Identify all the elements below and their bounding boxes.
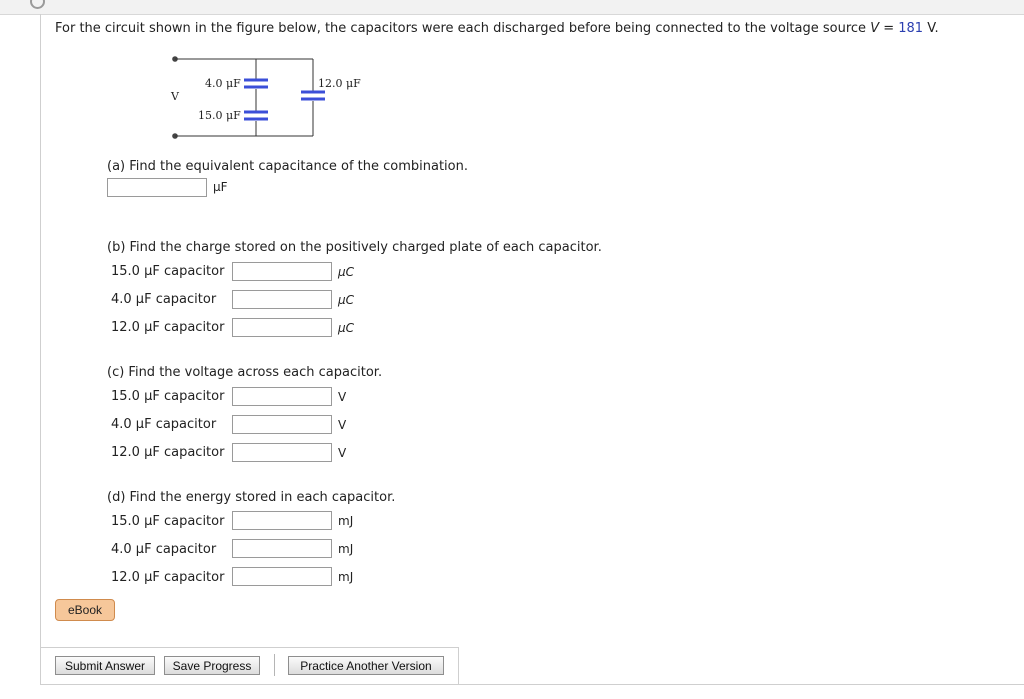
button-separator	[274, 654, 275, 676]
voltage-12uf-input[interactable]	[232, 443, 332, 462]
voltage-value: 181	[898, 21, 924, 36]
equals-sign: =	[879, 21, 899, 36]
practice-another-version-button[interactable]: Practice Another Version	[288, 656, 444, 675]
part-d-row-label-15uf: 15.0 μF capacitor	[111, 514, 225, 529]
part-b-unit-4uf: μC	[338, 293, 355, 307]
part-d-unit-4uf: mJ	[338, 542, 354, 556]
energy-15uf-input[interactable]	[232, 511, 332, 530]
part-c-unit-4uf: V	[338, 418, 347, 432]
part-a-question: (a) Find the equivalent capacitance of the combination.	[107, 159, 468, 174]
charge-15uf-input[interactable]	[232, 262, 332, 281]
charge-12uf-input[interactable]	[232, 318, 332, 337]
part-d-unit-12uf: mJ	[338, 570, 354, 584]
part-c-unit-15uf: V	[338, 390, 347, 404]
part-d-question: (d) Find the energy stored in each capacitor.	[107, 490, 396, 505]
part-a-unit: μF	[213, 180, 228, 194]
voltage-unit: V.	[923, 21, 939, 36]
part-b-unit-15uf: μC	[338, 265, 355, 279]
energy-4uf-input[interactable]	[232, 539, 332, 558]
refresh-icon	[30, 0, 45, 9]
part-c-question: (c) Find the voltage across each capacitor.	[107, 365, 383, 380]
capacitor-12uf-label: 12.0 μF	[318, 77, 361, 90]
voltage-variable: V	[870, 21, 880, 36]
part-b-question: (b) Find the charge stored on the positively charged plate of each capacitor.	[107, 240, 602, 255]
source-label: V	[171, 90, 179, 103]
charge-4uf-input[interactable]	[232, 290, 332, 309]
equivalent-capacitance-input[interactable]	[107, 178, 207, 197]
part-d-row-label-4uf: 4.0 μF capacitor	[111, 542, 217, 557]
part-d-unit-15uf: mJ	[338, 514, 354, 528]
statement-text: For the circuit shown in the figure below, the capacitors were each discharged before being connected to the voltage source	[55, 21, 871, 36]
part-c-row-label-12uf: 12.0 μF capacitor	[111, 445, 225, 460]
part-c-unit-12uf: V	[338, 446, 347, 460]
submit-answer-button[interactable]: Submit Answer	[55, 656, 155, 675]
part-b-row-label-4uf: 4.0 μF capacitor	[111, 292, 217, 307]
part-b-unit-12uf: μC	[338, 321, 355, 335]
energy-12uf-input[interactable]	[232, 567, 332, 586]
top-toolbar-strip	[0, 0, 1024, 15]
part-d-row-label-12uf: 12.0 μF capacitor	[111, 570, 225, 585]
save-progress-button[interactable]: Save Progress	[164, 656, 260, 675]
voltage-4uf-input[interactable]	[232, 415, 332, 434]
ebook-button[interactable]: eBook	[55, 599, 115, 621]
circuit-diagram	[150, 50, 380, 150]
capacitor-15uf-label: 15.0 μF	[198, 109, 241, 122]
voltage-15uf-input[interactable]	[232, 387, 332, 406]
part-c-row-label-15uf: 15.0 μF capacitor	[111, 389, 225, 404]
capacitor-4uf-label: 4.0 μF	[205, 77, 241, 90]
part-b-row-label-15uf: 15.0 μF capacitor	[111, 264, 225, 279]
part-b-row-label-12uf: 12.0 μF capacitor	[111, 320, 225, 335]
part-c-row-label-4uf: 4.0 μF capacitor	[111, 417, 217, 432]
problem-statement	[55, 21, 939, 36]
